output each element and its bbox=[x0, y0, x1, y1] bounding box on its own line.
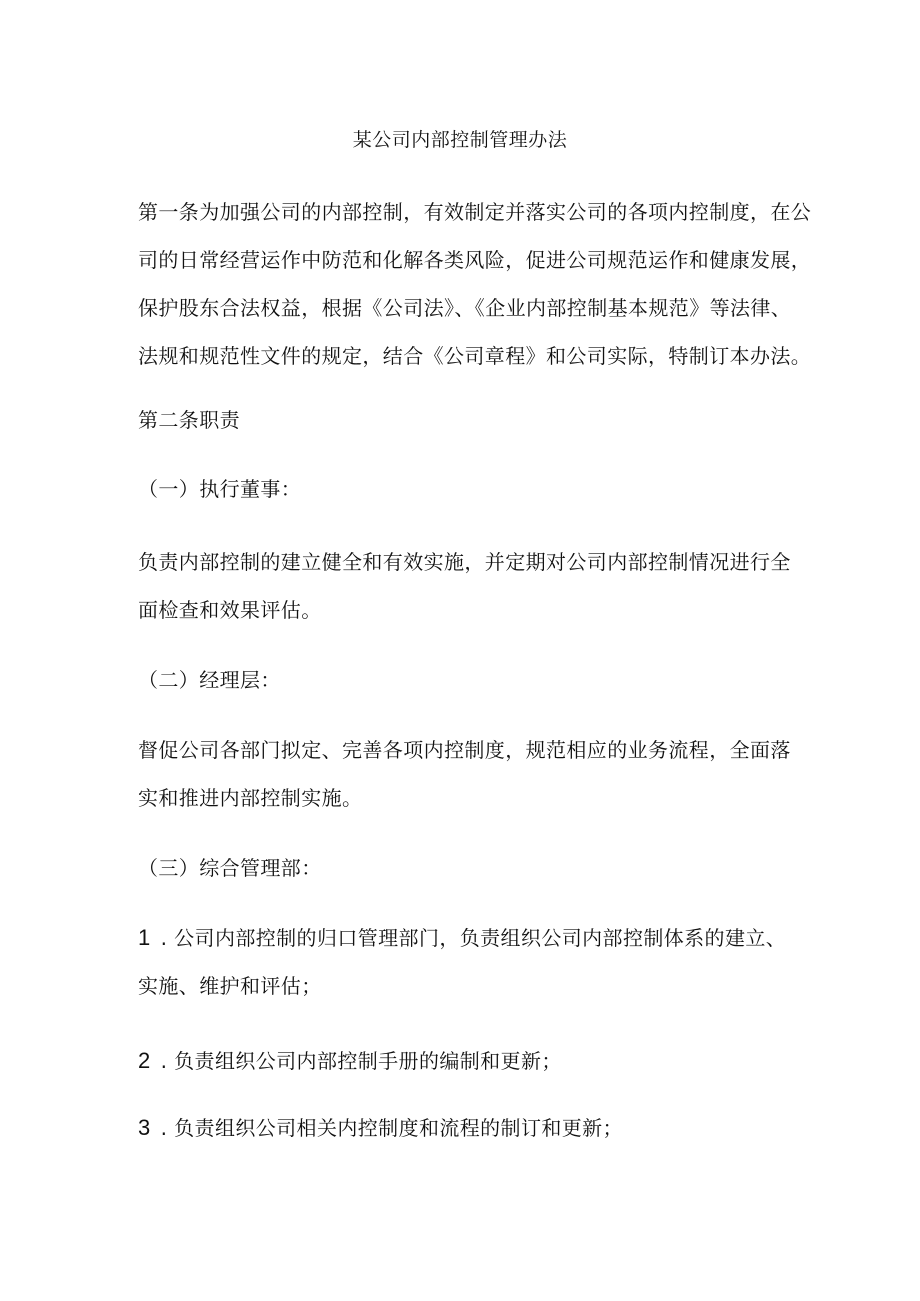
list-item-2 bbox=[138, 1037, 798, 1085]
section-1-line: 面检查和效果评估。 bbox=[138, 598, 322, 622]
section-1-heading bbox=[138, 465, 798, 513]
list-item-3 bbox=[138, 1104, 798, 1152]
section-3-heading bbox=[138, 844, 798, 892]
section-1-line: 负责内部控制的建立健全和有效实施，并定期对公司内部控制情况进行全 bbox=[138, 550, 791, 574]
section-2-heading-text: （二）经理层： bbox=[138, 668, 281, 692]
list-item-text: . 公司内部控制的归口管理部门，负责组织公司内部控制体系的建立、 bbox=[160, 926, 787, 950]
list-item-number: 2 bbox=[138, 1048, 151, 1073]
section-2-line: 实和推进内部控制实施。 bbox=[138, 786, 363, 810]
section-3-heading-text: （三）综合管理部： bbox=[138, 856, 322, 880]
article-1-line: 保护股东合法权益，根据《公司法》、《企业内部控制基本规范》等法律、 bbox=[138, 296, 792, 320]
article-2-heading bbox=[138, 396, 798, 444]
article-1-line: 第一条为加强公司的内部控制，有效制定并落实公司的各项内控制度，在公 bbox=[138, 200, 812, 224]
section-1-heading-text: （一）执行董事： bbox=[138, 477, 302, 501]
article-1-line: 法规和规范性文件的规定，结合《公司章程》和公司实际，特制订本办法。 bbox=[138, 344, 812, 368]
list-item-number: 3 bbox=[138, 1115, 151, 1140]
list-item-1 bbox=[138, 914, 798, 1010]
section-2-heading bbox=[138, 656, 798, 704]
section-1-paragraph bbox=[138, 538, 798, 634]
article-1-line: 司的日常经营运作中防范和化解各类风险，促进公司规范运作和健康发展， bbox=[138, 248, 812, 272]
list-item-text: . 负责组织公司内部控制手册的编制和更新； bbox=[160, 1049, 562, 1073]
list-item-number: 1 bbox=[138, 925, 151, 950]
list-item-text: . 负责组织公司相关内控制度和流程的制订和更新； bbox=[160, 1116, 623, 1140]
list-item-text-continued: 实施、维护和评估； bbox=[138, 974, 322, 998]
document-title: 某公司内部控制管理办法 bbox=[352, 129, 568, 151]
section-2-paragraph bbox=[138, 726, 798, 822]
section-2-line: 督促公司各部门拟定、完善各项内控制度，规范相应的业务流程，全面落 bbox=[138, 738, 791, 762]
article-2-heading-text: 第二条职责 bbox=[138, 408, 240, 432]
article-1-paragraph bbox=[138, 188, 812, 380]
